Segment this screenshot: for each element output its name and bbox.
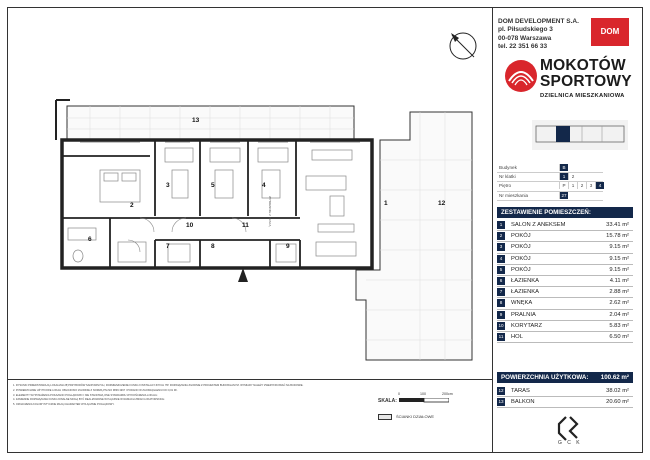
developer-name: DOM DEVELOPMENT S.A. xyxy=(498,18,579,25)
note-item: 2. POWIERZCHNIE UŻYTKOWE LOKALI OBLICZONO ZGODNIE Z NORMĄ PN-ISO 9836:1997 I PODANO W ZAOKRĄGLENIU DO 0,01 M². xyxy=(13,388,178,392)
plan-label-3: 3 xyxy=(166,182,170,189)
room-row xyxy=(497,397,633,408)
room-area: 9.15 m² xyxy=(609,255,629,262)
info-label: Nr klatki xyxy=(499,174,516,180)
room-area: 9.15 m² xyxy=(609,266,629,273)
room-area: 4.11 m² xyxy=(609,277,629,284)
info-cell: 2 xyxy=(568,173,577,180)
room-area: 15.78 m² xyxy=(606,233,629,240)
info-row xyxy=(497,192,603,201)
stadium-logo-icon xyxy=(504,59,538,93)
info-label: Budynek xyxy=(499,165,517,170)
usable-area-label: POWIERZCHNIA UŻYTKOWA: xyxy=(501,374,589,381)
room-name: POKÓJ xyxy=(511,266,531,273)
room-num: 13 xyxy=(498,399,504,405)
room-num: 7 xyxy=(497,288,505,296)
info-label: Nr mieszkania xyxy=(499,192,529,198)
info-cell: 27 xyxy=(559,192,568,199)
info-row xyxy=(497,173,603,182)
plan-label-5: 5 xyxy=(211,182,215,189)
room-num: 2 xyxy=(497,232,505,240)
room-name: WNĘKA xyxy=(511,300,533,307)
room-row xyxy=(497,231,633,242)
plan-label-8: 8 xyxy=(211,243,215,250)
room-row xyxy=(497,287,633,298)
usable-area-bar xyxy=(497,372,633,383)
project-logo xyxy=(504,55,632,115)
room-row xyxy=(497,298,633,309)
info-cell: 4 xyxy=(595,182,604,189)
plan-label-1: 1 xyxy=(384,200,388,207)
plan-label-2: 2 xyxy=(130,202,134,209)
legend-walls-label: ŚCIANKI DZIAŁOWE xyxy=(396,414,435,420)
plan-label-9: 9 xyxy=(286,243,290,250)
room-row xyxy=(497,276,633,287)
plan-label-7: 7 xyxy=(166,243,170,250)
scale-tick-0: 0 xyxy=(398,392,400,396)
room-name: PRALNIA xyxy=(511,311,536,318)
room-area: 2.62 m² xyxy=(609,300,629,307)
room-num: 9 xyxy=(497,311,505,319)
dom-logo xyxy=(591,18,629,46)
developer-street: pl. Piłsudskiego 3 xyxy=(498,26,553,34)
developer-phone: tel. 22 351 66 33 xyxy=(498,43,548,51)
room-name: POKÓJ xyxy=(511,233,531,240)
note-item: 1. RYSUNKI PRZEDSTAWIAJĄ LOKALIZACJĘ PRZYBORÓW SANITARNYCH, ROZMIESZCZENIE FUNKCJI INSTALACYJNYCH ITP. ROZWIĄZANIA ZGODNIE Z PROJEKTEM BUDOWLANYM. WYMIARY NALEŻY ZWERYFIKOWAĆ NA BUDOWIE. xyxy=(13,384,304,387)
room-num: 1 xyxy=(497,221,505,229)
room-name: HOL xyxy=(511,333,523,340)
room-row xyxy=(497,220,633,231)
info-row xyxy=(497,164,603,173)
room-area: 20.60 m² xyxy=(606,399,629,406)
project-subtitle: DZIELNICA MIESZKANIOWA xyxy=(540,93,625,99)
scale-bar xyxy=(399,398,449,403)
room-row xyxy=(497,310,633,321)
project-title: MOKOTÓW SPORTOWY xyxy=(540,57,632,90)
plan-label-10: 10 xyxy=(186,222,194,229)
room-row xyxy=(497,265,633,276)
info-row xyxy=(497,182,603,191)
usable-area-value: 100.62 m² xyxy=(600,374,629,381)
info-cell: 2 xyxy=(577,182,586,189)
room-num: 12 xyxy=(498,388,504,393)
room-row xyxy=(497,254,633,265)
scale-tick-2: 200cm xyxy=(442,392,453,396)
room-num: 8 xyxy=(497,299,505,307)
room-row xyxy=(497,321,633,332)
room-name: SALON Z ANEKSEM xyxy=(511,222,566,228)
room-name: POKÓJ xyxy=(511,244,531,251)
rooms-list xyxy=(497,220,633,343)
scale-label: SKALA: xyxy=(378,398,397,404)
plan-label-4: 4 xyxy=(262,182,266,189)
plan-label-6: 6 xyxy=(88,236,92,243)
room-row xyxy=(497,332,633,343)
scale-tick-1: 100 xyxy=(420,392,426,396)
panel-divider xyxy=(492,7,493,453)
room-area: 38.02 m² xyxy=(606,388,629,394)
notes-divider xyxy=(7,379,492,380)
info-label: Piętro xyxy=(499,183,512,189)
room-num: 11 xyxy=(498,333,504,339)
rooms-header: ZESTAWIENIE POMIESZCZEŃ: xyxy=(497,207,633,218)
plan-label-12: 12 xyxy=(438,200,446,207)
room-num: 10 xyxy=(498,322,504,328)
room-name: TARAS xyxy=(511,388,530,394)
room-area: 2.04 m² xyxy=(609,311,629,318)
room-num: 3 xyxy=(497,243,505,251)
plan-note-wardrobe: WYMIENNIE Z SZAFĄ xyxy=(268,196,272,227)
north-arrow-icon xyxy=(450,33,476,59)
legend-walls xyxy=(378,414,434,420)
room-area: 9.15 m² xyxy=(609,244,629,251)
building-key-plan xyxy=(532,120,628,150)
room-row xyxy=(497,386,633,397)
note-item: 4. ZAMIENNE ROZWIĄZANIA FUNKCJONALNE MOGĄ BYĆ REALIZOWANE WYŁĄCZNIE W RAMACH ZMIAN LOKATORSKICH. xyxy=(13,398,165,402)
info-cell: 3 xyxy=(586,182,595,189)
room-num: 4 xyxy=(497,255,505,263)
exterior-list xyxy=(497,386,633,408)
plan-label-13: 13 xyxy=(192,117,200,124)
gck-text: G C K xyxy=(558,440,582,446)
info-cell: 1 xyxy=(568,182,577,189)
notes-block xyxy=(13,384,371,408)
plan-label-11: 11 xyxy=(242,222,249,229)
room-area: 6.50 m² xyxy=(609,333,629,340)
room-name: ŁAZIENKA xyxy=(511,277,540,284)
info-cell: B xyxy=(559,164,568,171)
room-name: KORYTARZ xyxy=(511,322,543,329)
room-area: 2.88 m² xyxy=(609,289,629,296)
note-item: 3. ELEMENTY WYPOSAŻENIA POKAZANO POGLĄDOWO I NIE STANOWIĄ ONE STANDARDU WYKOŃCZENIA LOKALU. xyxy=(13,393,158,397)
developer-info xyxy=(498,18,579,52)
dom-logo-text: DOM xyxy=(600,27,620,36)
entrance-icon xyxy=(238,268,248,282)
room-row xyxy=(497,242,633,253)
room-name: POKÓJ xyxy=(511,255,531,262)
note-item: 5. OZNACZENIA KOLORYSTYCZNE MAJĄ CHARAKTER WYŁĄCZNIE POGLĄDOWY. xyxy=(13,403,115,407)
room-name: BALKON xyxy=(511,399,535,406)
developer-city: 00-078 Warszawa xyxy=(498,34,552,42)
room-name: ŁAZIENKA xyxy=(511,289,540,296)
apartment-info-table xyxy=(497,164,603,201)
info-cell: 1 xyxy=(559,173,568,180)
room-num: 5 xyxy=(497,266,505,274)
balcony-area xyxy=(67,106,354,140)
room-area: 33.41 m² xyxy=(606,222,629,228)
room-area: 5.83 m² xyxy=(609,322,629,329)
room-num: 6 xyxy=(497,277,505,285)
info-cell: P xyxy=(559,182,568,189)
legend-swatch xyxy=(378,414,392,420)
